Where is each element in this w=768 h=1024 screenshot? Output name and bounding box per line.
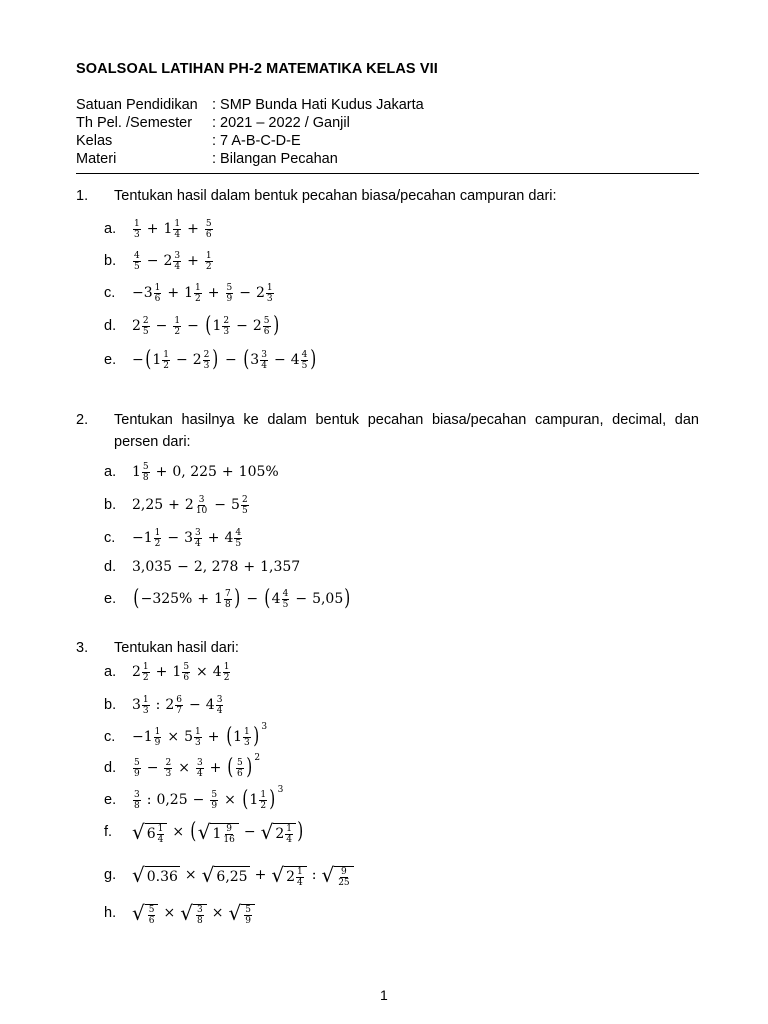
fraction: $\frac{1}{2}$: [154, 527, 161, 549]
math-expression: − ( 1 $\frac{1}{2}$ − 2 $\frac{2}{3}$ ) − ( 3 $\frac{3}{4}$ − 4 $\frac{4}{5}$ ): [132, 347, 317, 372]
square-root: √ 6,25: [201, 863, 248, 887]
fraction: $\frac{3}{4}$: [196, 757, 203, 779]
fraction: $\frac{1}{3}$: [195, 726, 201, 748]
fraction: $\frac{4}{5}$: [301, 349, 308, 371]
math-expression: 1 $\frac{5}{8}$ + 0, 225 + 105%: [132, 461, 279, 483]
fraction: $\frac{1}{4}$: [296, 866, 303, 888]
fraction: $\frac{1}{4}$: [174, 218, 181, 240]
question-text: Tentukan hasilnya ke dalam bentuk pecahan biasa/pecahan campuran, decimal, dan persen dari:: [114, 412, 699, 450]
square-root: √ $\frac{9}{25}$: [321, 863, 353, 888]
header-meta: [76, 96, 424, 168]
fraction: $\frac{7}{8}$: [225, 588, 231, 610]
math-expression: $\frac{3}{8}$ : 0,25 − $\frac{5}{9}$ × ( 1 $\frac{1}{2}$ ) 3: [134, 785, 284, 812]
fraction: $\frac{5}{6}$: [183, 661, 190, 683]
fraction: $\frac{1}{9}$: [154, 726, 161, 748]
square-root: √ $\frac{5}{9}$: [228, 901, 254, 926]
fraction: $\frac{1}{3}$: [266, 282, 273, 304]
fraction: $\frac{5}{6}$: [148, 904, 155, 926]
page-title: SOALSOAL LATIHAN PH-2 MATEMATIKA KELAS VII: [76, 61, 438, 77]
meta-value: : 2021 – 2022 / Ganjil: [212, 115, 350, 131]
meta-row: [76, 114, 424, 132]
fraction: $\frac{1}{3}$: [244, 726, 250, 748]
fraction: $\frac{5}{9}$: [226, 282, 233, 304]
meta-value: : SMP Bunda Hati Kudus Jakarta: [212, 97, 424, 113]
fraction: $\frac{5}{6}$: [263, 315, 270, 337]
square-root: √ $\frac{3}{8}$: [180, 901, 206, 926]
square-root: √ 2 $\frac{1}{4}$: [271, 863, 306, 888]
math-expression: 2,25 + 2 $\frac{3}{10}$ − 5 $\frac{2}{5}$: [132, 494, 248, 516]
fraction: $\frac{4}{5}$: [134, 250, 140, 272]
fraction: $\frac{1}{2}$: [195, 282, 201, 304]
item-label: c.: [104, 729, 116, 745]
item-label: g.: [104, 867, 117, 883]
meta-row: [76, 132, 424, 150]
fraction: $\frac{2}{5}$: [142, 315, 149, 337]
fraction: $\frac{5}{9}$: [134, 757, 140, 779]
fraction: $\frac{1}{4}$: [286, 823, 292, 845]
fraction: $\frac{1}{2}$: [205, 250, 212, 272]
fraction: $\frac{1}{2}$: [260, 789, 267, 811]
square-root: √ 1 $\frac{9}{16}$: [198, 820, 239, 845]
math-expression: $\frac{1}{3}$ + 1 $\frac{1}{4}$ + $\frac{5}{6}$: [134, 218, 212, 240]
item-label: a.: [104, 221, 117, 237]
math-expression: −1 $\frac{1}{9}$ × 5 $\frac{1}{3}$ + ( 1 $\frac{1}{3}$ ) 3: [132, 722, 268, 749]
question-text: Tentukan hasil dalam bentuk pecahan biasa/pecahan campuran dari:: [114, 188, 557, 204]
item-label: e.: [104, 591, 117, 607]
fraction: $\frac{3}{4}$: [261, 349, 267, 371]
fraction: $\frac{1}{2}$: [142, 661, 149, 683]
fraction: $\frac{3}{10}$: [195, 494, 208, 516]
math-expression: 3,035 − 2, 278 + 1,357: [132, 559, 301, 575]
fraction: $\frac{3}{8}$: [134, 789, 140, 811]
fraction: $\frac{2}{5}$: [241, 494, 248, 516]
item-label: b.: [104, 497, 117, 513]
fraction: $\frac{1}{2}$: [163, 349, 169, 371]
math-expression: √ 0.36 × √ 6,25 + √ 2 $\frac{1}{4}$ : √ $\frac{9}{25}$: [132, 863, 354, 888]
header-divider: [76, 173, 699, 174]
fraction: $\frac{1}{2}$: [174, 315, 181, 337]
fraction: $\frac{5}{6}$: [205, 218, 212, 240]
fraction: $\frac{5}{9}$: [211, 789, 218, 811]
math-expression: √ 6 $\frac{1}{4}$ × ( √ 1 $\frac{9}{16}$ − √ 2 $\frac{1}{4}$ ): [132, 819, 304, 845]
item-label: d.: [104, 760, 117, 776]
fraction: $\frac{9}{25}$: [338, 866, 350, 888]
item-label: a.: [104, 464, 117, 480]
fraction: $\frac{1}{6}$: [154, 282, 161, 304]
fraction: $\frac{3}{4}$: [174, 250, 181, 272]
item-label: c.: [104, 530, 116, 546]
page-number: 1: [380, 987, 388, 1003]
question-number: 3.: [76, 640, 89, 656]
math-expression: √ $\frac{5}{6}$ × √ $\frac{3}{8}$ × √ $\frac{5}{9}$: [132, 901, 255, 926]
square-root: √ $\frac{5}{6}$: [132, 901, 158, 926]
item-label: h.: [104, 905, 117, 921]
meta-label: Satuan Pendidikan: [76, 97, 198, 113]
math-expression: −3 $\frac{1}{6}$ + 1 $\frac{1}{2}$ + $\frac{5}{9}$ − 2 $\frac{1}{3}$: [132, 282, 273, 304]
square-root: √ 0.36: [132, 863, 178, 887]
item-label: d.: [104, 559, 117, 575]
math-expression: −1 $\frac{1}{2}$ − 3 $\frac{3}{4}$ + 4 $\frac{4}{5}$: [132, 527, 242, 549]
fraction: $\frac{1}{3}$: [142, 694, 149, 716]
square-root: √ 2 $\frac{1}{4}$: [261, 820, 296, 845]
fraction: $\frac{2}{3}$: [223, 315, 230, 337]
math-expression: $\frac{5}{9}$ − $\frac{2}{3}$ × $\frac{3}{4}$ + ( $\frac{5}{6}$ ) 2: [134, 753, 261, 780]
fraction: $\frac{4}{5}$: [282, 588, 289, 610]
math-expression: $\frac{4}{5}$ − 2 $\frac{3}{4}$ + $\frac{1}{2}$: [134, 250, 212, 272]
meta-value: : Bilangan Pecahan: [212, 151, 338, 167]
square-root: √ 6 $\frac{1}{4}$: [132, 820, 167, 845]
fraction: $\frac{3}{4}$: [195, 527, 201, 549]
fraction: $\frac{1}{3}$: [134, 218, 140, 240]
fraction: $\frac{2}{3}$: [165, 757, 172, 779]
meta-value: : 7 A-B-C-D-E: [212, 133, 301, 149]
item-label: d.: [104, 318, 117, 334]
item-label: e.: [104, 352, 117, 368]
fraction: $\frac{6}{7}$: [176, 694, 183, 716]
meta-label: Th Pel. /Semester: [76, 115, 193, 131]
meta-row: [76, 96, 424, 114]
item-label: e.: [104, 792, 117, 808]
meta-label: Materi: [76, 151, 117, 167]
question-number: 2.: [76, 412, 89, 428]
item-label: a.: [104, 664, 117, 680]
math-expression: ( −325% + 1 $\frac{7}{8}$ ) − ( 4 $\frac{4}{5}$ − 5,05 ): [133, 586, 351, 611]
item-label: b.: [104, 697, 117, 713]
math-expression: 3 $\frac{1}{3}$ : 2 $\frac{6}{7}$ − 4 $\frac{3}{4}$: [132, 694, 223, 716]
fraction: $\frac{4}{5}$: [235, 527, 242, 549]
fraction: $\frac{5}{6}$: [237, 757, 243, 779]
fraction: $\frac{5}{8}$: [142, 461, 149, 483]
item-label: b.: [104, 253, 117, 269]
fraction: $\frac{9}{16}$: [223, 823, 235, 845]
question-text: Tentukan hasil dari:: [114, 640, 239, 656]
meta-label: Kelas: [76, 133, 113, 149]
question-number: 1.: [76, 188, 89, 204]
item-label: f.: [104, 824, 113, 840]
math-expression: 2 $\frac{1}{2}$ + 1 $\frac{5}{6}$ × 4 $\frac{1}{2}$: [132, 661, 230, 683]
fraction: $\frac{1}{4}$: [157, 823, 164, 845]
meta-row: [76, 150, 424, 168]
fraction: $\frac{2}{3}$: [203, 349, 210, 371]
fraction: $\frac{3}{8}$: [196, 904, 203, 926]
item-label: c.: [104, 285, 116, 301]
fraction: $\frac{3}{4}$: [216, 694, 223, 716]
fraction: $\frac{5}{9}$: [245, 904, 251, 926]
math-expression: 2 $\frac{2}{5}$ − $\frac{1}{2}$ − ( 1 $\frac{2}{3}$ − 2 $\frac{5}{6}$ ): [132, 313, 279, 338]
fraction: $\frac{1}{2}$: [223, 661, 230, 683]
